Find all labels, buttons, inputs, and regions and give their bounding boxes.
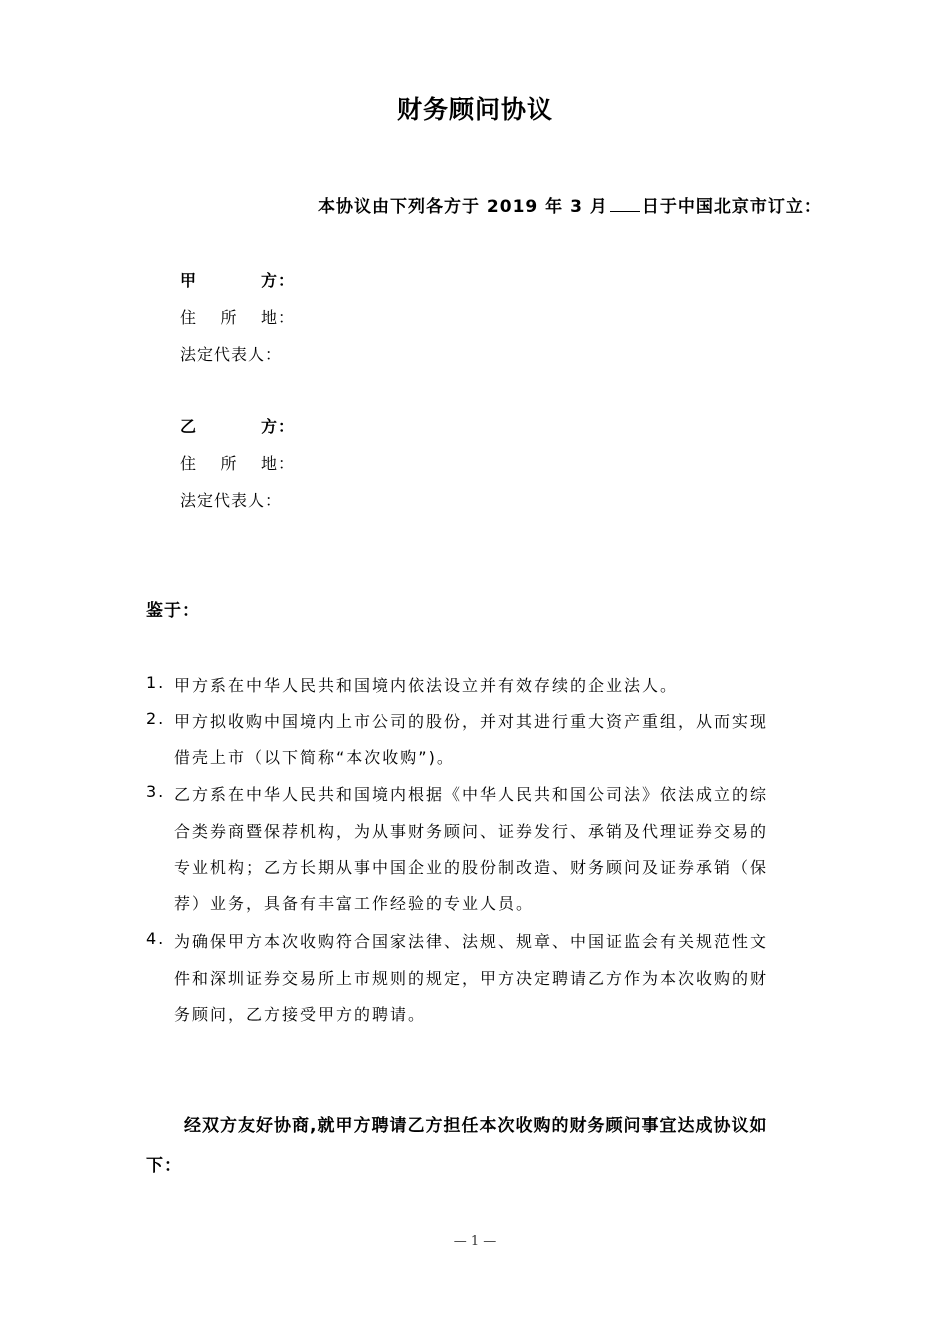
- item-line: 专业机构；乙方长期从事中国企业的股份制改造、财务顾问及证券承销（保: [174, 858, 769, 877]
- document-title: 财务顾问协议: [396, 95, 553, 124]
- item-line: 合类券商暨保荐机构，为从事财务顾问、证券发行、承销及代理证券交易的: [174, 822, 769, 841]
- whereas-heading: 鉴于：: [146, 601, 200, 621]
- party-a-address-colon: ：: [278, 308, 296, 327]
- party-a-colon: ：: [278, 271, 296, 290]
- party-a-address-label: 住所地: [180, 308, 278, 327]
- party-b-address-label: 住所地: [180, 454, 278, 473]
- item-line: 甲方拟收购中国境内上市公司的股份，并对其进行重大资产重组，从而实现: [174, 712, 769, 731]
- item-line: 借壳上市（以下简称“本次收购”)。: [174, 748, 455, 767]
- item-line: 乙方系在中华人民共和国境内根据《中华人民共和国公司法》依法成立的综: [174, 785, 769, 804]
- item-number: 1.: [146, 673, 166, 692]
- party-a-representative-line: 法定代表人：: [180, 345, 283, 364]
- party-b-representative-line: 法定代表人：: [180, 491, 283, 510]
- agreement-intro: [318, 192, 822, 217]
- item-line: 为确保甲方本次收购符合国家法律、法规、规章、中国证监会有关规范性文: [174, 932, 769, 951]
- party-a-label: 甲方: [180, 271, 278, 290]
- party-b-address-colon: ：: [278, 454, 296, 473]
- party-a-name-line: [180, 268, 295, 291]
- intro-text-before: 本协议由下列各方于 2019 年 3 月: [318, 197, 608, 217]
- intro-text-after: 日于中国北京市订立：: [641, 197, 822, 217]
- item-line: 件和深圳证券交易所上市规则的规定，甲方决定聘请乙方作为本次收购的财: [174, 969, 769, 988]
- date-blank: [610, 197, 640, 212]
- closing-line-2: 下：: [146, 1156, 182, 1176]
- party-b-label: 乙方: [180, 417, 278, 436]
- party-b-address-line: [180, 451, 295, 474]
- item-line: 务顾问，乙方接受甲方的聘请。: [174, 1005, 427, 1024]
- item-number: 3.: [146, 782, 166, 801]
- closing-line-1: 经双方友好协商,就甲方聘请乙方担任本次收购的财务顾问事宜达成协议如: [184, 1116, 768, 1136]
- item-line: 荐）业务，具备有丰富工作经验的专业人员。: [174, 894, 535, 913]
- item-number: 2.: [146, 709, 166, 728]
- item-line: 甲方系在中华人民共和国境内依法设立并有效存续的企业法人。: [174, 676, 679, 695]
- party-b-colon: ：: [278, 417, 296, 436]
- item-number: 4.: [146, 929, 166, 948]
- party-b-name-line: [180, 414, 295, 437]
- page-number: — 1 —: [453, 1234, 497, 1249]
- party-a-address-line: [180, 305, 295, 328]
